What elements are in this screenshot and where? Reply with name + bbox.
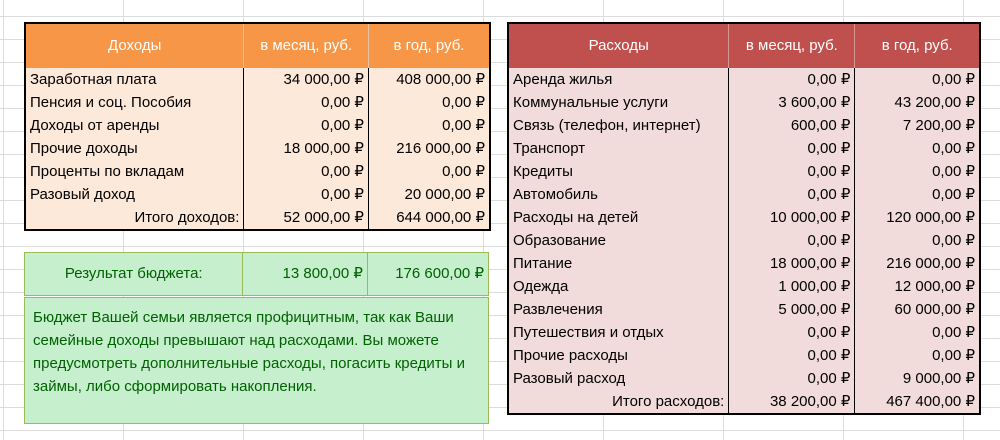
expenses-year-cell[interactable]: 0,00 ₽ xyxy=(855,137,979,160)
income-total-year[interactable]: 644 000,00 ₽ xyxy=(368,206,489,229)
income-header-year[interactable]: в год, руб. xyxy=(368,24,489,68)
expenses-month-cell[interactable]: 0,00 ₽ xyxy=(729,321,855,344)
expenses-year-cell[interactable]: 120 000,00 ₽ xyxy=(855,206,979,229)
expenses-year-cell[interactable]: 0,00 ₽ xyxy=(855,183,979,206)
income-year-cell[interactable]: 0,00 ₽ xyxy=(368,160,489,183)
expenses-total-row xyxy=(509,390,979,413)
expenses-label-cell[interactable]: Прочие расходы xyxy=(509,344,729,367)
expenses-month-cell[interactable]: 0,00 ₽ xyxy=(729,68,855,91)
expenses-label-cell[interactable]: Кредиты xyxy=(509,160,729,183)
income-year-cell[interactable]: 216 000,00 ₽ xyxy=(368,137,489,160)
expenses-label-cell[interactable]: Одежда xyxy=(509,275,729,298)
income-label-cell[interactable]: Проценты по вкладам xyxy=(26,160,244,183)
income-label-cell[interactable]: Прочие доходы xyxy=(26,137,244,160)
expenses-row xyxy=(509,229,979,252)
expenses-month-cell[interactable]: 0,00 ₽ xyxy=(729,137,855,160)
expenses-month-cell[interactable]: 600,00 ₽ xyxy=(729,114,855,137)
income-label-cell[interactable]: Разовый доход xyxy=(26,183,244,206)
budget-result-month[interactable]: 13 800,00 ₽ xyxy=(243,253,368,295)
expenses-label-cell[interactable]: Транспорт xyxy=(509,137,729,160)
expenses-year-cell[interactable]: 43 200,00 ₽ xyxy=(855,91,979,114)
expenses-row xyxy=(509,183,979,206)
income-year-cell[interactable]: 0,00 ₽ xyxy=(368,91,489,114)
budget-result-year[interactable]: 176 600,00 ₽ xyxy=(395,265,484,282)
income-header-row xyxy=(26,24,489,68)
income-year-cell[interactable]: 0,00 ₽ xyxy=(368,114,489,137)
expenses-header-row xyxy=(509,24,979,68)
expenses-row xyxy=(509,91,979,114)
income-header-name[interactable]: Доходы xyxy=(26,24,244,68)
expenses-row xyxy=(509,160,979,183)
expenses-month-cell[interactable]: 18 000,00 ₽ xyxy=(729,252,855,275)
budget-result xyxy=(24,252,489,296)
income-header-month[interactable]: в месяц, руб. xyxy=(244,24,369,68)
expenses-year-cell[interactable]: 7 200,00 ₽ xyxy=(855,114,979,137)
expenses-month-cell[interactable]: 0,00 ₽ xyxy=(729,160,855,183)
income-table xyxy=(24,22,491,231)
expenses-row xyxy=(509,114,979,137)
expenses-year-cell[interactable]: 0,00 ₽ xyxy=(855,160,979,183)
expenses-year-cell[interactable]: 12 000,00 ₽ xyxy=(855,275,979,298)
expenses-header-name[interactable]: Расходы xyxy=(509,24,729,68)
expenses-label-cell[interactable]: Аренда жилья xyxy=(509,68,729,91)
expenses-label-cell[interactable]: Образование xyxy=(509,229,729,252)
income-label-cell[interactable]: Заработная плата xyxy=(26,68,244,91)
expenses-month-cell[interactable]: 1 000,00 ₽ xyxy=(729,275,855,298)
expenses-month-cell[interactable]: 3 600,00 ₽ xyxy=(729,91,855,114)
expenses-row xyxy=(509,321,979,344)
income-label-cell[interactable]: Доходы от аренды xyxy=(26,114,244,137)
expenses-row xyxy=(509,252,979,275)
income-month-cell[interactable]: 0,00 ₽ xyxy=(244,160,369,183)
income-row xyxy=(26,183,489,206)
expenses-header-year[interactable]: в год, руб. xyxy=(855,24,979,68)
income-total-month[interactable]: 52 000,00 ₽ xyxy=(244,206,369,229)
expenses-label-cell[interactable]: Автомобиль xyxy=(509,183,729,206)
expenses-label-cell[interactable]: Питание xyxy=(509,252,729,275)
expenses-row xyxy=(509,298,979,321)
income-total-row xyxy=(26,206,489,229)
expenses-total-year[interactable]: 467 400,00 ₽ xyxy=(855,390,979,413)
income-year-cell[interactable]: 20 000,00 ₽ xyxy=(368,183,489,206)
income-total-label[interactable]: Итого доходов: xyxy=(26,206,244,229)
income-row xyxy=(26,137,489,160)
expenses-total-month[interactable]: 38 200,00 ₽ xyxy=(729,390,855,413)
expenses-row xyxy=(509,68,979,91)
income-year-cell[interactable]: 408 000,00 ₽ xyxy=(368,68,489,91)
income-row xyxy=(26,91,489,114)
budget-note[interactable]: Бюджет Вашей семьи является профицитным, так как Ваши семейные доходы превышают над расходами. Вы можете предусмотреть дополнительные расходы, погасить кредиты и займы, либо сформировать накопления. xyxy=(24,297,489,424)
budget-result-row xyxy=(25,253,488,295)
expenses-year-cell[interactable]: 0,00 ₽ xyxy=(855,68,979,91)
income-month-cell[interactable]: 0,00 ₽ xyxy=(244,91,369,114)
expenses-table xyxy=(507,22,981,415)
expenses-label-cell[interactable]: Коммунальные услуги xyxy=(509,91,729,114)
income-label-cell[interactable]: Пенсия и соц. Пособия xyxy=(26,91,244,114)
expenses-month-cell[interactable]: 5 000,00 ₽ xyxy=(729,298,855,321)
expenses-year-cell[interactable]: 60 000,00 ₽ xyxy=(855,298,979,321)
income-month-cell[interactable]: 34 000,00 ₽ xyxy=(244,68,369,91)
income-row xyxy=(26,68,489,91)
income-month-cell[interactable]: 0,00 ₽ xyxy=(244,114,369,137)
income-month-cell[interactable]: 0,00 ₽ xyxy=(244,183,369,206)
expenses-row xyxy=(509,344,979,367)
expenses-header-month[interactable]: в месяц, руб. xyxy=(729,24,855,68)
expenses-month-cell[interactable]: 0,00 ₽ xyxy=(729,367,855,390)
expenses-label-cell[interactable]: Расходы на детей xyxy=(509,206,729,229)
expenses-total-label[interactable]: Итого расходов: xyxy=(509,390,729,413)
expenses-label-cell[interactable]: Развлечения xyxy=(509,298,729,321)
expenses-row xyxy=(509,367,979,390)
expenses-label-cell[interactable]: Путешествия и отдых xyxy=(509,321,729,344)
expenses-month-cell[interactable]: 10 000,00 ₽ xyxy=(729,206,855,229)
expenses-label-cell[interactable]: Связь (телефон, интернет) xyxy=(509,114,729,137)
expenses-label-cell[interactable]: Разовый расход xyxy=(509,367,729,390)
expenses-month-cell[interactable]: 0,00 ₽ xyxy=(729,183,855,206)
expenses-year-cell[interactable]: 0,00 ₽ xyxy=(855,344,979,367)
expenses-row xyxy=(509,275,979,298)
expenses-row xyxy=(509,137,979,160)
expenses-year-cell[interactable]: 216 000,00 ₽ xyxy=(855,252,979,275)
expenses-month-cell[interactable]: 0,00 ₽ xyxy=(729,344,855,367)
expenses-year-cell[interactable]: 9 000,00 ₽ xyxy=(855,367,979,390)
expenses-row xyxy=(509,206,979,229)
expenses-month-cell[interactable]: 0,00 ₽ xyxy=(729,229,855,252)
income-row xyxy=(26,160,489,183)
expenses-year-cell[interactable]: 0,00 ₽ xyxy=(855,321,979,344)
expenses-year-cell[interactable]: 0,00 ₽ xyxy=(855,229,979,252)
income-month-cell[interactable]: 18 000,00 ₽ xyxy=(244,137,369,160)
income-row xyxy=(26,114,489,137)
budget-result-label[interactable]: Результат бюджета: xyxy=(25,253,243,295)
